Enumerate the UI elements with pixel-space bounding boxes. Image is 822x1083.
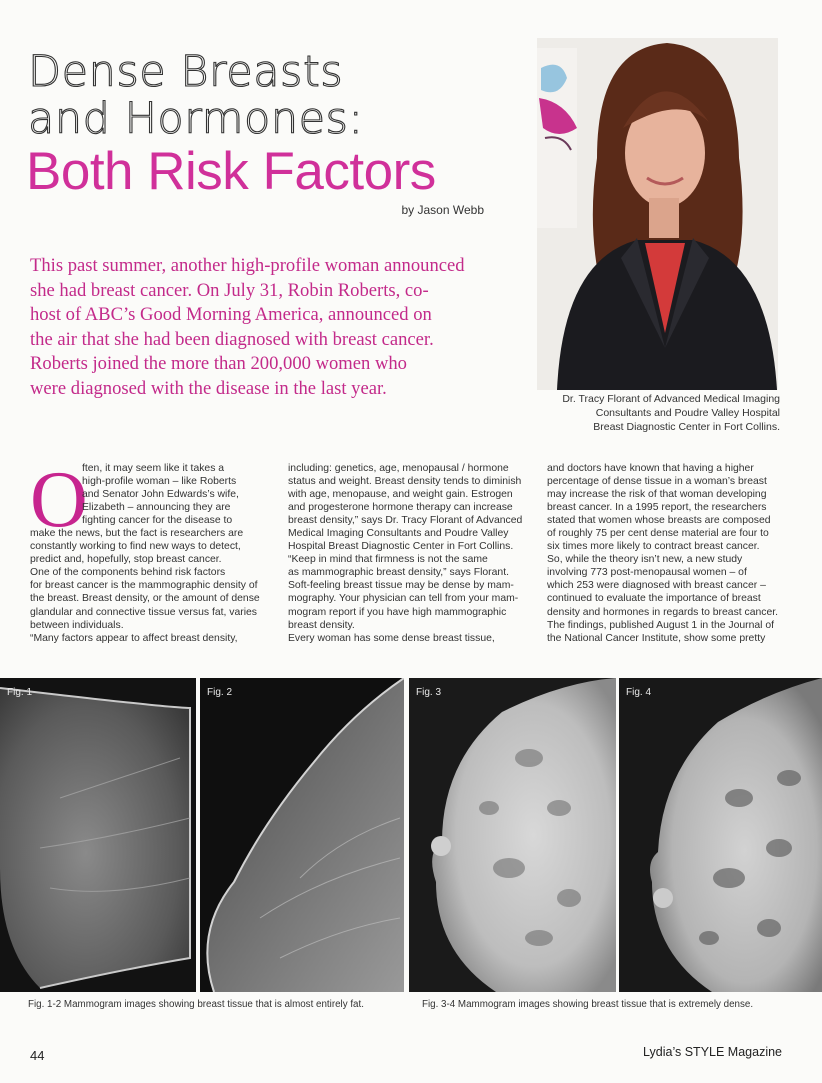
body-line: which 253 were diagnosed with breast cancer – [547,580,766,592]
mammogram-fatty-left [0,678,196,992]
body-column-2 [288,462,521,645]
body-line: and Senator John Edwards’s wife, [82,489,239,501]
body-line: predict and, hopefully, stop breast cancer. [30,554,222,566]
body-line: One of the components behind risk factors [30,567,226,579]
intro-line: host of ABC’s Good Morning America, announced on [30,304,432,325]
byline: by Jason Webb [401,203,484,217]
body-line: continued to evaluate the importance of breast [547,593,761,605]
body-line: Medical Imaging Consultants and Poudre Valley [288,528,509,540]
body-line: fighting cancer for the disease to [82,515,233,527]
body-line: percentage of dense tissue in a woman’s breast [547,476,767,488]
body-line: between individuals. [30,619,124,631]
figure-caption-3-4: Fig. 3-4 Mammogram images showing breast tissue that is extremely dense. [422,999,754,1010]
body-line: constantly working to find new ways to detect, [30,541,241,553]
intro-line: This past summer, another high-profile woman announced [30,255,465,276]
body-line: breast density. [288,619,355,631]
figure-label: Fig. 2 [207,687,233,698]
portrait-illustration [537,38,778,390]
mammogram-fig-4 [619,678,822,992]
body-line: may increase the risk of that woman developing [547,489,767,501]
body-line: the breast. Breast density, or the amount of dense [30,593,260,605]
intro-line: were diagnosed with the disease in the last year. [30,377,387,399]
body-line: Elizabeth – announcing they are [82,502,231,514]
body-column-3 [547,462,781,645]
body-line: involving 773 post-menopausal women – of [547,567,747,579]
body-line: “Keep in mind that firmness is not the same [288,554,488,566]
body-line: Hospital Breast Diagnostic Center in Fort Collins. [288,541,514,553]
body-line: and doctors have known that having a higher [547,463,754,474]
body-line: six times more likely to contract breast cancer. [547,541,760,553]
body-line: as mammographic breast density,” says Florant. [288,567,509,579]
figure-caption-1-2: Fig. 1-2 Mammogram images showing breast tissue that is almost entirely fat. [28,999,364,1010]
body-line: breast density,” says Dr. Tracy Florant of Advanced [288,515,523,527]
body-line: ften, it may seem like it takes a [82,463,225,474]
mammogram-fig-2 [200,678,404,992]
photo-caption-line: Consultants and Poudre Valley Hospital [595,407,780,419]
intro-line: she had breast cancer. On July 31, Robin Roberts, co- [30,279,429,301]
body-line: and progesterone hormone therapy can increase [288,502,513,514]
title-line-2: and Hormones: [28,94,364,144]
mammogram-dense-left [409,678,616,992]
body-line: density and hormones in regards to breast cancer. [547,606,779,618]
body-line: stated that women whose breasts are composed [547,515,771,527]
body-line: for breast cancer is the mammographic density of [30,580,258,592]
body-line: of roughly 75 per cent dense material are four to [547,528,769,540]
mammogram-fig-3 [409,678,616,992]
body-line: “Many factors appear to affect breast density, [30,632,238,644]
body-line: make the news, but the fact is researchers are [30,528,244,540]
title-line-3: Both Risk Factors [26,142,436,201]
body-line: mogram report if you have high mammographic [288,606,507,618]
body-line: So, while the theory isn’t new, a new study [547,554,743,566]
body-line: mography. Your physician can tell from your mam- [288,593,519,605]
drop-cap: O [30,456,88,544]
body-line: with age, menopause, and weight gain. Estrogen [288,489,513,501]
mammogram-dense-right [619,678,822,992]
intro-paragraph [30,254,492,401]
intro-line: Roberts joined the more than 200,000 women who [30,353,407,374]
body-line: Soft-feeling breast tissue may be dense by mam- [288,580,514,592]
body-line: breast cancer. In a 1995 report, the researchers [547,502,767,514]
body-line: Every woman has some dense breast tissue, [288,632,495,644]
body-line: high-profile woman – like Roberts [82,476,237,488]
body-line: The findings, published August 1 in the Journal of [547,619,775,631]
body-column-1 [30,456,264,645]
figure-label: Fig. 1 [7,687,33,698]
mammogram-fatty-right [200,678,404,992]
magazine-name: Lydia’s STYLE Magazine [643,1045,782,1059]
title-line-1: Dense Breasts [28,47,344,97]
figure-label: Fig. 3 [416,687,442,698]
intro-line: the air that she had been diagnosed with breast cancer. [30,328,434,350]
body-line: including: genetics, age, menopausal / hormone [288,463,509,474]
photo-caption [520,392,780,434]
body-line: the National Cancer Institute, show some pretty [547,632,766,644]
photo-caption-line: Dr. Tracy Florant of Advanced Medical Imaging [562,393,780,405]
body-line: glandular and connective tissue versus fat, varies [30,606,257,618]
photo-caption-line: Breast Diagnostic Center in Fort Collins. [593,421,780,433]
figure-label: Fig. 4 [626,687,652,698]
mammogram-fig-1 [0,678,196,992]
body-line: status and weight. Breast density tends to diminish [288,476,522,488]
portrait-photo [537,38,778,390]
page-number: 44 [30,1048,45,1063]
